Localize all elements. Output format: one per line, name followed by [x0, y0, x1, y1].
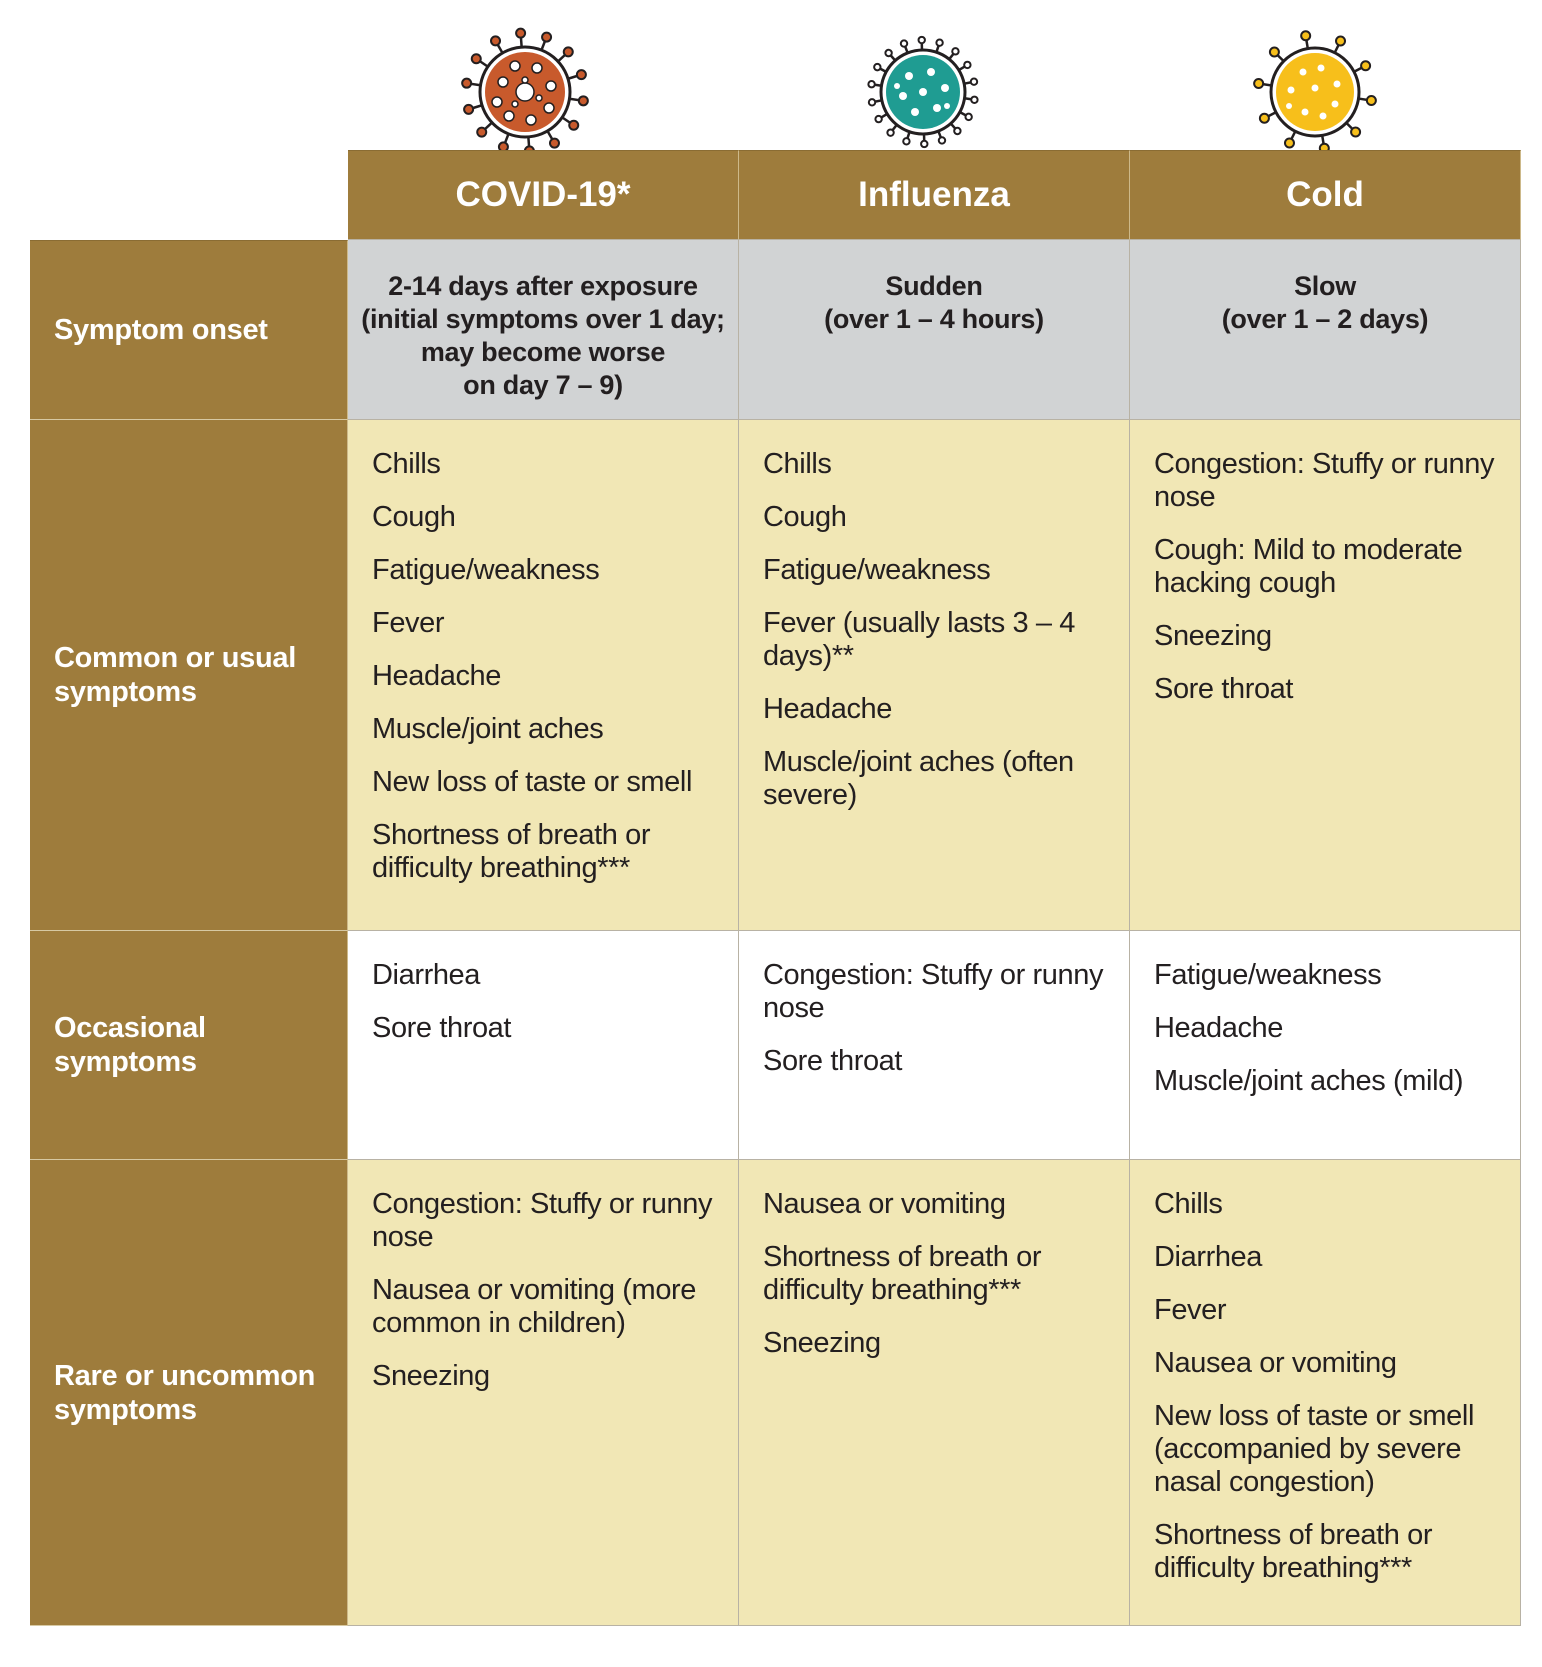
rare-cold — [1130, 1160, 1521, 1626]
symptom-item: Chills — [1154, 1188, 1223, 1220]
symptom-item: Sore throat — [1154, 673, 1294, 705]
symptom-item: Nausea or vomiting — [1154, 1347, 1397, 1379]
occasional-covid — [348, 931, 739, 1160]
symptom-item: Sneezing — [1154, 620, 1272, 652]
rare-covid — [348, 1160, 739, 1626]
column-header-cold: Cold — [1130, 150, 1521, 240]
symptom-item: Cough — [372, 501, 456, 533]
occasional-influenza — [739, 931, 1130, 1160]
symptom-item: Fatigue/weakness — [372, 554, 600, 586]
symptom-item: Shortness of breath or difficulty breathing*** — [1154, 1519, 1433, 1584]
influenza-virus-icon — [858, 22, 988, 162]
rare-influenza — [739, 1160, 1130, 1626]
symptom-item: Cough — [763, 501, 847, 533]
symptom-item: Fever — [372, 607, 445, 639]
symptom-item: Chills — [763, 448, 832, 480]
common-cold — [1130, 420, 1521, 931]
onset-influenza — [739, 240, 1130, 420]
symptom-item: Shortness of breath or difficulty breathing*** — [372, 819, 651, 884]
onset-line: 2-14 days after exposure — [388, 271, 698, 301]
symptom-item: Headache — [372, 660, 502, 692]
symptom-item: Sneezing — [372, 1360, 490, 1392]
onset-line: may become worse — [420, 337, 666, 367]
column-header-covid: COVID-19* — [348, 150, 739, 240]
symptom-item: Shortness of breath or difficulty breathing*** — [763, 1241, 1042, 1306]
common-covid — [348, 420, 739, 931]
occasional-cold — [1130, 931, 1521, 1160]
onset-line: on day 7 – 9) — [463, 370, 623, 400]
onset-line: Sudden — [885, 271, 983, 301]
symptom-item: Headache — [763, 693, 893, 725]
column-header-influenza: Influenza — [739, 150, 1130, 240]
common-influenza — [739, 420, 1130, 931]
onset-cold — [1130, 240, 1521, 420]
row-label-rare: Rare or uncommon symptoms — [30, 1160, 348, 1626]
row-label-common: Common or usual symptoms — [30, 420, 348, 931]
symptom-item: New loss of taste or smell (accompanied by severe nasal congestion) — [1154, 1400, 1474, 1498]
symptom-item: Sore throat — [372, 1012, 512, 1044]
onset-line: (over 1 – 4 hours) — [824, 304, 1044, 334]
symptom-item: Fatigue/weakness — [1154, 959, 1382, 991]
symptom-item: Chills — [372, 448, 441, 480]
onset-line: (initial symptoms over 1 day; — [361, 304, 725, 334]
symptom-item: Diarrhea — [372, 959, 481, 991]
table-corner — [30, 150, 348, 240]
symptom-item: Fever (usually lasts 3 – 4 days)** — [763, 607, 1075, 672]
covid-virus-icon — [455, 22, 595, 162]
symptom-item: Nausea or vomiting — [763, 1188, 1006, 1220]
symptom-item: Sore throat — [763, 1045, 903, 1077]
symptom-item: Muscle/joint aches — [372, 713, 604, 745]
symptom-item: Sneezing — [763, 1327, 881, 1359]
symptom-item: Muscle/joint aches (mild) — [1154, 1065, 1464, 1097]
comparison-table — [30, 150, 1521, 1626]
symptom-item: Congestion: Stuffy or runny nose — [372, 1188, 713, 1253]
symptom-item: Diarrhea — [1154, 1241, 1263, 1273]
symptom-item: Fatigue/weakness — [763, 554, 991, 586]
symptom-item: Fever — [1154, 1294, 1227, 1326]
symptom-item: New loss of taste or smell — [372, 766, 692, 798]
row-label-onset: Symptom onset — [30, 240, 348, 420]
symptom-item: Congestion: Stuffy or runny nose — [763, 959, 1104, 1024]
symptom-item: Cough: Mild to moderate hacking cough — [1154, 534, 1463, 599]
onset-line: (over 1 – 2 days) — [1221, 304, 1429, 334]
onset-line: Slow — [1294, 271, 1356, 301]
cold-virus-icon — [1248, 22, 1383, 162]
symptom-item: Congestion: Stuffy or runny nose — [1154, 448, 1495, 513]
symptom-item: Nausea or vomiting (more common in children) — [372, 1274, 697, 1339]
symptom-item: Headache — [1154, 1012, 1284, 1044]
onset-covid — [348, 240, 739, 420]
symptom-item: Muscle/joint aches (often severe) — [763, 746, 1074, 811]
row-label-occasional: Occasional symptoms — [30, 931, 348, 1160]
